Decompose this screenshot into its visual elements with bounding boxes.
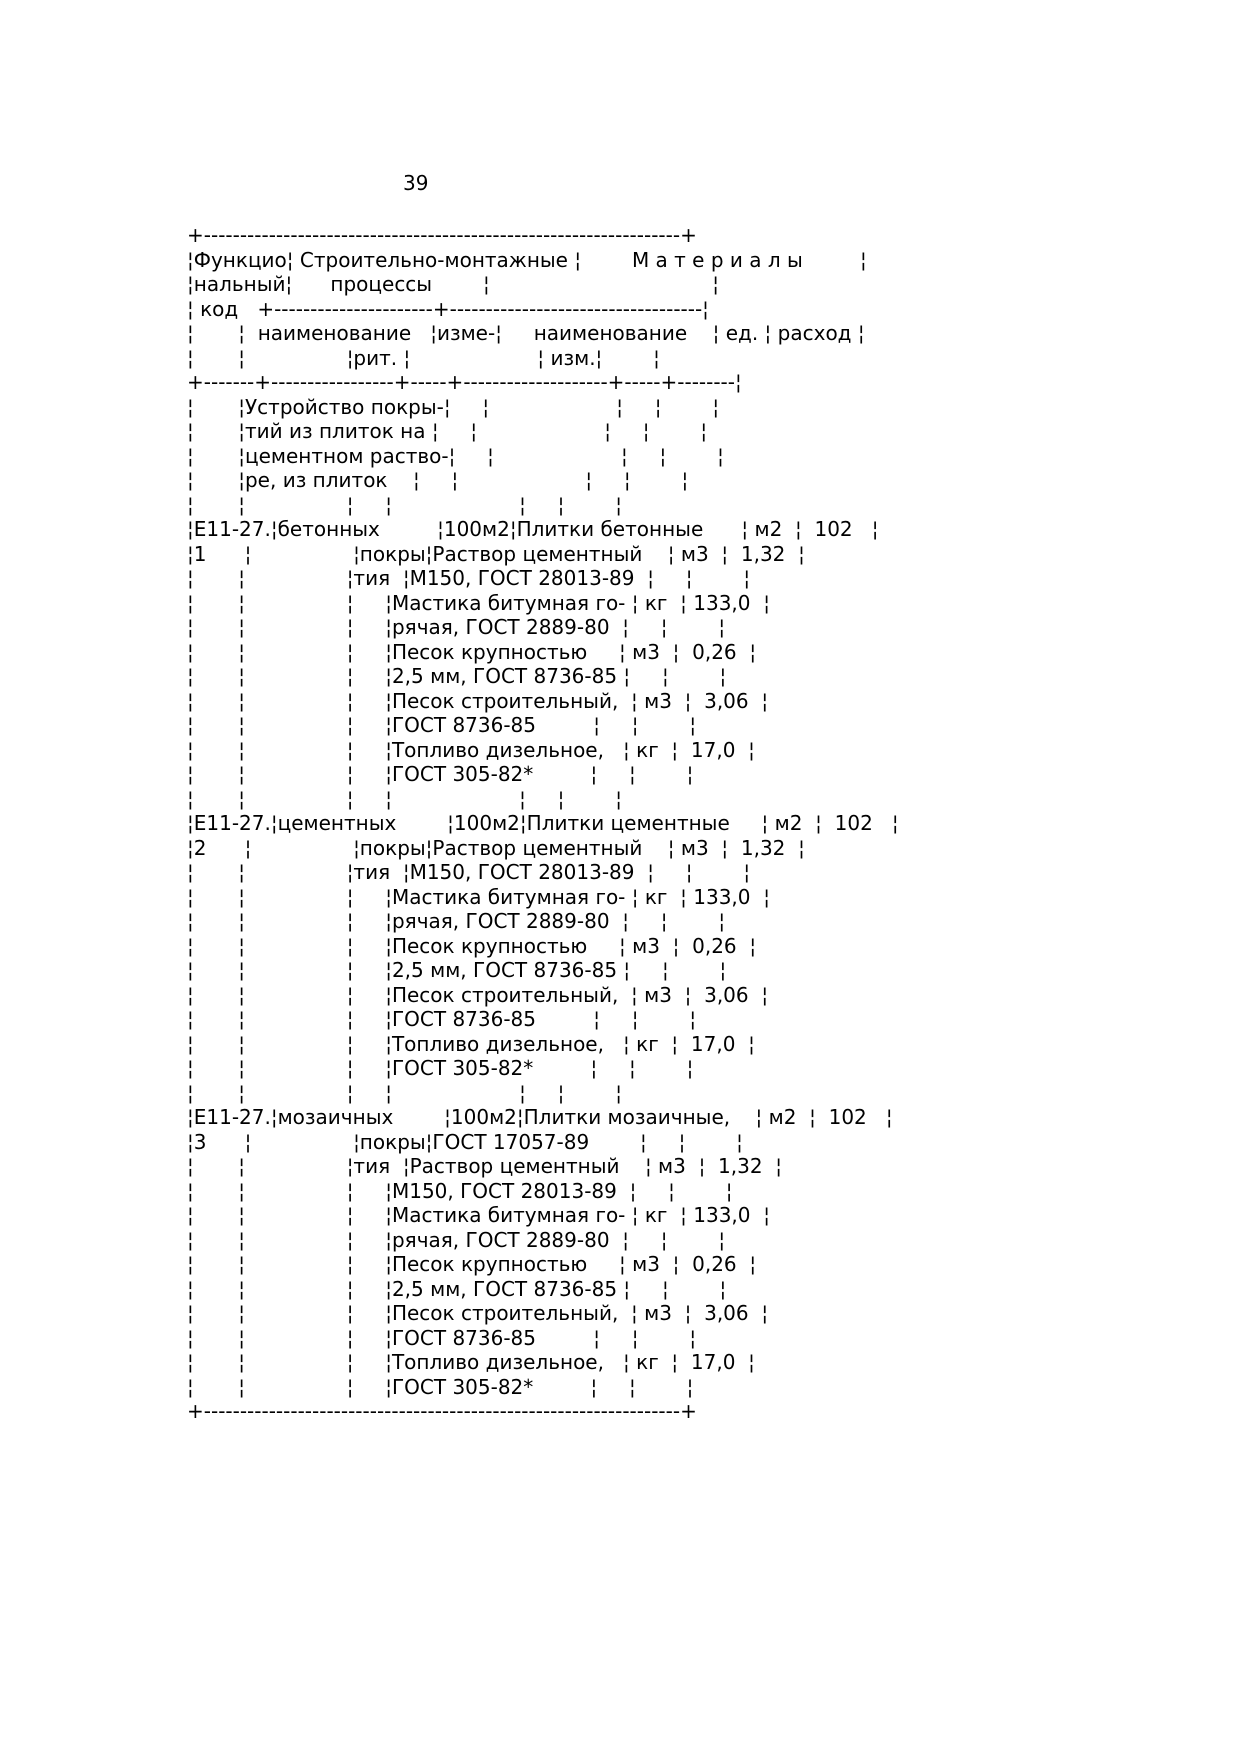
table-line: ¦ ¦ ¦ ¦Песок строительный, ¦ м3 ¦ 3,06 ¦ bbox=[187, 982, 769, 1007]
table-line: ¦ ¦ ¦ ¦ГОСТ 8736-85 ¦ ¦ ¦ bbox=[187, 713, 697, 737]
materials-table bbox=[187, 223, 899, 1424]
table-line: +-------+-----------------+-----+--------------------+-----+--------¦ bbox=[187, 370, 742, 394]
table-line: ¦ ¦ ¦рит. ¦ ¦ изм.¦ ¦ bbox=[187, 345, 660, 370]
table-line: +------------------------------------------------------------------+ bbox=[187, 1399, 697, 1423]
table-line: ¦ ¦ ¦ ¦Песок строительный, ¦ м3 ¦ 3,06 ¦ bbox=[187, 688, 769, 713]
table-line: ¦ ¦ ¦ ¦Топливо дизельное, ¦ кг ¦ 17,0 ¦ bbox=[187, 1350, 755, 1374]
table-line: ¦ ¦ ¦ ¦ГОСТ 8736-85 ¦ ¦ ¦ bbox=[187, 1007, 697, 1031]
table-line: ¦ ¦ ¦ ¦2,5 мм, ГОСТ 8736-85 ¦ ¦ ¦ bbox=[187, 1276, 727, 1301]
table-line: ¦ ¦ ¦ ¦ГОСТ 305-82* ¦ ¦ ¦ bbox=[187, 1374, 694, 1399]
table-line: ¦ ¦ ¦ ¦2,5 мм, ГОСТ 8736-85 ¦ ¦ ¦ bbox=[187, 958, 727, 982]
page-number: 39 bbox=[403, 171, 429, 195]
table-line: ¦нальный¦ процессы ¦ ¦ bbox=[187, 272, 719, 296]
table-line: ¦Функцио¦ Строительно-монтажные ¦ М а т е р и а л ы ¦ bbox=[187, 247, 867, 272]
table-line: ¦ ¦ ¦ ¦2,5 мм, ГОСТ 8736-85 ¦ ¦ ¦ bbox=[187, 664, 727, 688]
table-line: ¦3 ¦ ¦покры¦ГОСТ 17057-89 ¦ ¦ ¦ bbox=[187, 1129, 743, 1154]
table-line: ¦ ¦ наименование ¦изме-¦ наименование ¦ ед. ¦ расход ¦ bbox=[187, 321, 865, 345]
table-line: ¦ ¦ ¦ ¦Мастика битумная го- ¦ кг ¦ 133,0 ¦ bbox=[187, 590, 770, 615]
table-line: ¦ ¦ ¦ ¦рячая, ГОСТ 2889-80 ¦ ¦ ¦ bbox=[187, 909, 726, 933]
table-line: ¦Е11-27.¦цементных ¦100м2¦Плитки цементные ¦ м2 ¦ 102 ¦ bbox=[187, 811, 899, 835]
table-line: ¦ ¦ ¦тия ¦М150, ГОСТ 28013-89 ¦ ¦ ¦ bbox=[187, 860, 751, 884]
table-line: ¦ ¦ ¦ ¦Мастика битумная го- ¦ кг ¦ 133,0 ¦ bbox=[187, 884, 770, 909]
table-line: ¦ ¦ ¦ ¦ ¦ ¦ ¦ bbox=[187, 492, 622, 517]
table-line: ¦ ¦ ¦ ¦ ¦ ¦ ¦ bbox=[187, 786, 622, 811]
table-line: ¦ ¦цементном раство-¦ ¦ ¦ ¦ ¦ bbox=[187, 443, 724, 468]
table-line: ¦ ¦ ¦тия ¦М150, ГОСТ 28013-89 ¦ ¦ ¦ bbox=[187, 566, 751, 590]
table-line: ¦ ¦ ¦тия ¦Раствор цементный ¦ м3 ¦ 1,32 ¦ bbox=[187, 1154, 782, 1178]
table-line: ¦1 ¦ ¦покры¦Раствор цементный ¦ м3 ¦ 1,32 ¦ bbox=[187, 541, 805, 566]
table-line: ¦ ¦ре, из плиток ¦ ¦ ¦ ¦ ¦ bbox=[187, 468, 689, 492]
table-line: ¦ ¦Устройство покры-¦ ¦ ¦ ¦ ¦ bbox=[187, 394, 720, 419]
table-line: ¦ ¦ ¦ ¦Мастика битумная го- ¦ кг ¦ 133,0 ¦ bbox=[187, 1203, 770, 1227]
table-line: ¦ ¦ ¦ ¦ ¦ ¦ ¦ bbox=[187, 1080, 622, 1105]
table-line: ¦ ¦ ¦ ¦Топливо дизельное, ¦ кг ¦ 17,0 ¦ bbox=[187, 737, 755, 762]
table-line: ¦ ¦ ¦ ¦рячая, ГОСТ 2889-80 ¦ ¦ ¦ bbox=[187, 1227, 726, 1252]
table-line: ¦2 ¦ ¦покры¦Раствор цементный ¦ м3 ¦ 1,32 ¦ bbox=[187, 835, 805, 860]
table-line: +------------------------------------------------------------------+ bbox=[187, 223, 697, 247]
table-line: ¦Е11-27.¦мозаичных ¦100м2¦Плитки мозаичные, ¦ м2 ¦ 102 ¦ bbox=[187, 1105, 893, 1129]
table-line: ¦ ¦ ¦ ¦Песок крупностью ¦ м3 ¦ 0,26 ¦ bbox=[187, 1252, 757, 1276]
table-line: ¦ ¦ ¦ ¦рячая, ГОСТ 2889-80 ¦ ¦ ¦ bbox=[187, 615, 726, 639]
table-line: ¦ ¦тий из плиток на ¦ ¦ ¦ ¦ ¦ bbox=[187, 419, 708, 443]
table-line: ¦ ¦ ¦ ¦ГОСТ 305-82* ¦ ¦ ¦ bbox=[187, 762, 694, 786]
table-line: ¦ ¦ ¦ ¦М150, ГОСТ 28013-89 ¦ ¦ ¦ bbox=[187, 1178, 733, 1203]
table-line: ¦ ¦ ¦ ¦ГОСТ 8736-85 ¦ ¦ ¦ bbox=[187, 1325, 697, 1350]
table-line: ¦ ¦ ¦ ¦Топливо дизельное, ¦ кг ¦ 17,0 ¦ bbox=[187, 1031, 755, 1056]
table-line: ¦ ¦ ¦ ¦Песок строительный, ¦ м3 ¦ 3,06 ¦ bbox=[187, 1301, 769, 1325]
table-line: ¦ ¦ ¦ ¦Песок крупностью ¦ м3 ¦ 0,26 ¦ bbox=[187, 933, 757, 958]
table-line: ¦ код +----------------------+-----------------------------------¦ bbox=[187, 296, 709, 321]
table-line: ¦Е11-27.¦бетонных ¦100м2¦Плитки бетонные ¦ м2 ¦ 102 ¦ bbox=[187, 517, 879, 541]
table-line: ¦ ¦ ¦ ¦ГОСТ 305-82* ¦ ¦ ¦ bbox=[187, 1056, 694, 1080]
table-line: ¦ ¦ ¦ ¦Песок крупностью ¦ м3 ¦ 0,26 ¦ bbox=[187, 639, 757, 664]
